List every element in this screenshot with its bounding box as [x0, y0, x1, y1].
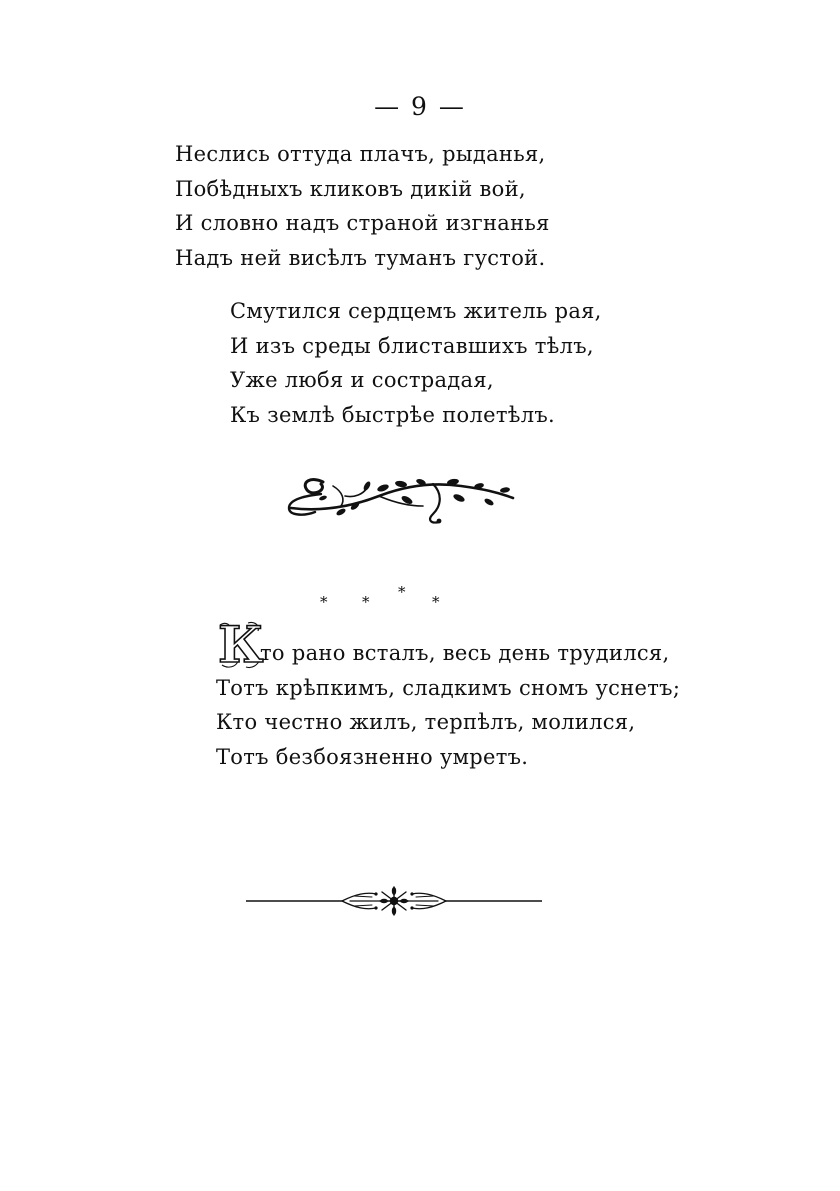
verse-line: И словно надъ страной изгнанья: [175, 211, 550, 235]
stanza: [230, 294, 602, 432]
stanza: [175, 137, 550, 275]
verse-line: то рано всталъ, весь день трудился,: [260, 641, 670, 665]
asterism-mark: *: [398, 583, 406, 601]
verse-line: Кто честно жилъ, терпѣлъ, молился,: [216, 710, 636, 734]
tailpiece-ornament: [246, 884, 542, 922]
stanza: [216, 636, 680, 774]
verse-line: Тотъ крѣпкимъ, сладкимъ сномъ уснетъ;: [216, 675, 681, 700]
vine-ornament-graphic: [283, 472, 519, 530]
asterism-mark: *: [320, 593, 328, 611]
verse-line: Побѣдныхъ кликовъ дикій вой,: [175, 176, 526, 201]
verse-line: Надъ ней висѣлъ туманъ густой.: [175, 245, 546, 270]
verse-line: Тотъ безбоязненно умретъ.: [216, 744, 529, 769]
verse-line: Смутился сердцемъ житель рая,: [230, 299, 602, 323]
asterism-mark: *: [362, 593, 370, 611]
asterism-mark: *: [432, 593, 440, 611]
vine-ornament: [283, 472, 519, 534]
drop-cap-letter: К: [218, 615, 264, 674]
verse-line: Къ землѣ быстрѣе полетѣлъ.: [230, 402, 555, 427]
floral-rule-graphic: [246, 884, 542, 918]
verse-line: Неслись оттуда плачъ, рыданья,: [175, 142, 546, 166]
asterism: [312, 583, 452, 615]
verse-line: Уже любя и сострадая,: [230, 368, 494, 392]
page-number: — 9 —: [374, 92, 466, 121]
verse-line: И изъ среды блиставшихъ тѣлъ,: [230, 333, 594, 358]
